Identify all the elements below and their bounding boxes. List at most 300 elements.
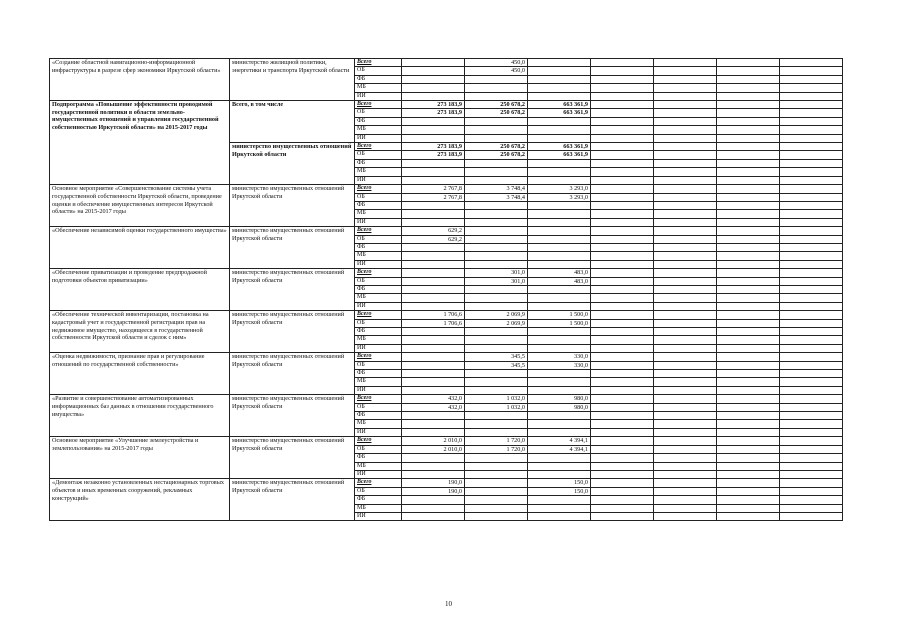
empty-cell: [780, 512, 843, 520]
amount-cell: 4 394,1: [528, 445, 591, 453]
amount-cell: [402, 336, 465, 344]
empty-cell: [717, 126, 780, 134]
empty-cell: [780, 109, 843, 117]
empty-cell: [654, 92, 717, 100]
amount-cell: 1 720,0: [465, 445, 528, 453]
amount-cell: [402, 117, 465, 125]
amount-cell: [528, 84, 591, 92]
empty-cell: [717, 92, 780, 100]
amount-cell: 432,0: [402, 395, 465, 403]
amount-cell: [528, 59, 591, 67]
amount-cell: [402, 75, 465, 83]
amount-cell: [465, 479, 528, 487]
amount-cell: [465, 328, 528, 336]
amount-cell: [402, 126, 465, 134]
amount-cell: [465, 487, 528, 495]
empty-cell: [654, 176, 717, 184]
executor-cell: министерство имущественных отношений Иркутской области: [230, 311, 355, 353]
empty-cell: [780, 487, 843, 495]
empty-cell: [654, 378, 717, 386]
table-row: [50, 479, 843, 487]
funding-source-cell: ОБ: [355, 361, 402, 369]
empty-cell: [591, 378, 654, 386]
empty-cell: [591, 336, 654, 344]
empty-cell: [654, 462, 717, 470]
amount-cell: 3 748,4: [465, 185, 528, 193]
empty-cell: [717, 109, 780, 117]
program-name-cell: «Развитие и совершенствование автоматизированных информационных баз данных в отношении государственного имущества»: [50, 395, 230, 437]
empty-cell: [654, 243, 717, 251]
empty-cell: [654, 260, 717, 268]
amount-cell: 3 748,4: [465, 193, 528, 201]
empty-cell: [780, 386, 843, 394]
amount-cell: 4 394,1: [528, 437, 591, 445]
funding-source-cell: ФБ: [355, 201, 402, 209]
funding-source-cell: ФБ: [355, 117, 402, 125]
amount-cell: 273 183,9: [402, 151, 465, 159]
amount-cell: 663 361,9: [528, 143, 591, 151]
empty-cell: [654, 294, 717, 302]
amount-cell: 432,0: [402, 403, 465, 411]
amount-cell: [528, 126, 591, 134]
amount-cell: 250 678,2: [465, 109, 528, 117]
amount-cell: [402, 277, 465, 285]
amount-cell: 3 293,0: [528, 193, 591, 201]
empty-cell: [654, 386, 717, 394]
empty-cell: [591, 143, 654, 151]
empty-cell: [591, 496, 654, 504]
funding-source-cell: МБ: [355, 336, 402, 344]
empty-cell: [780, 193, 843, 201]
empty-cell: [591, 437, 654, 445]
empty-cell: [717, 361, 780, 369]
empty-cell: [717, 227, 780, 235]
empty-cell: [591, 243, 654, 251]
empty-cell: [780, 210, 843, 218]
amount-cell: [528, 294, 591, 302]
amount-cell: 3 293,0: [528, 185, 591, 193]
funding-source-cell: ИИ: [355, 428, 402, 436]
empty-cell: [717, 151, 780, 159]
amount-cell: [402, 386, 465, 394]
empty-cell: [591, 59, 654, 67]
empty-cell: [654, 185, 717, 193]
executor-cell: министерство имущественных отношений Иркутской области: [230, 437, 355, 479]
amount-cell: 190,0: [402, 479, 465, 487]
amount-cell: [465, 252, 528, 260]
amount-cell: 1 500,0: [528, 311, 591, 319]
empty-cell: [780, 496, 843, 504]
funding-source-cell: ОБ: [355, 277, 402, 285]
funding-source-cell: Всего: [355, 395, 402, 403]
funding-source-cell: ФБ: [355, 159, 402, 167]
empty-cell: [780, 319, 843, 327]
empty-cell: [654, 59, 717, 67]
amount-cell: [402, 428, 465, 436]
amount-cell: 1 500,0: [528, 319, 591, 327]
funding-source-cell: ФБ: [355, 454, 402, 462]
empty-cell: [591, 285, 654, 293]
empty-cell: [780, 378, 843, 386]
amount-cell: 345,5: [465, 353, 528, 361]
amount-cell: 980,0: [528, 403, 591, 411]
empty-cell: [780, 504, 843, 512]
empty-cell: [717, 285, 780, 293]
amount-cell: [465, 117, 528, 125]
amount-cell: [402, 134, 465, 142]
empty-cell: [591, 92, 654, 100]
funding-source-cell: ФБ: [355, 75, 402, 83]
program-name-cell: Подпрограмма «Повышение эффективности проводимой государственной политики в области земельно-имущественных отношений и управления государственной собственностью Иркутской области» на 2015-2017 годы: [50, 101, 230, 185]
empty-cell: [717, 176, 780, 184]
amount-cell: 250 678,2: [465, 101, 528, 109]
funding-source-cell: ИИ: [355, 260, 402, 268]
empty-cell: [780, 59, 843, 67]
amount-cell: [465, 92, 528, 100]
amount-cell: [528, 260, 591, 268]
amount-cell: [465, 75, 528, 83]
empty-cell: [717, 512, 780, 520]
amount-cell: [528, 378, 591, 386]
executor-cell: министерство имущественных отношений Иркутской области: [230, 269, 355, 311]
empty-cell: [780, 302, 843, 310]
empty-cell: [591, 117, 654, 125]
empty-cell: [654, 311, 717, 319]
empty-cell: [591, 218, 654, 226]
funding-source-cell: ИИ: [355, 134, 402, 142]
empty-cell: [717, 496, 780, 504]
empty-cell: [717, 319, 780, 327]
amount-cell: [402, 512, 465, 520]
amount-cell: 250 678,2: [465, 151, 528, 159]
empty-cell: [654, 75, 717, 83]
amount-cell: [465, 496, 528, 504]
empty-cell: [780, 92, 843, 100]
table-row: [50, 311, 843, 319]
amount-cell: 450,0: [465, 67, 528, 75]
amount-cell: 190,0: [402, 487, 465, 495]
funding-source-cell: ИИ: [355, 92, 402, 100]
empty-cell: [717, 370, 780, 378]
amount-cell: [402, 328, 465, 336]
amount-cell: [402, 294, 465, 302]
amount-cell: [528, 302, 591, 310]
funding-source-cell: ФБ: [355, 412, 402, 420]
empty-cell: [780, 134, 843, 142]
empty-cell: [717, 168, 780, 176]
amount-cell: 663 361,9: [528, 151, 591, 159]
empty-cell: [780, 403, 843, 411]
funding-source-cell: ФБ: [355, 370, 402, 378]
empty-cell: [780, 101, 843, 109]
amount-cell: [528, 176, 591, 184]
amount-cell: [402, 353, 465, 361]
funding-source-cell: Всего: [355, 311, 402, 319]
empty-cell: [717, 243, 780, 251]
amount-cell: [528, 428, 591, 436]
amount-cell: [402, 218, 465, 226]
empty-cell: [780, 420, 843, 428]
empty-cell: [717, 294, 780, 302]
empty-cell: [654, 487, 717, 495]
empty-cell: [780, 445, 843, 453]
empty-cell: [780, 159, 843, 167]
amount-cell: [465, 420, 528, 428]
amount-cell: [465, 218, 528, 226]
empty-cell: [654, 252, 717, 260]
amount-cell: [402, 361, 465, 369]
amount-cell: [402, 59, 465, 67]
amount-cell: [402, 92, 465, 100]
amount-cell: 330,0: [528, 353, 591, 361]
amount-cell: [528, 201, 591, 209]
program-name-cell: Основное мероприятие «Совершенствование системы учета государственной собственности Иркутской области, проведение оценки и обеспечение имущественных интересов Иркутской области» на 2015-2017 годы: [50, 185, 230, 227]
empty-cell: [591, 260, 654, 268]
empty-cell: [780, 285, 843, 293]
amount-cell: 483,0: [528, 269, 591, 277]
executor-cell: Всего, в том числе: [230, 101, 355, 143]
amount-cell: [528, 504, 591, 512]
funding-source-cell: МБ: [355, 126, 402, 134]
amount-cell: [528, 218, 591, 226]
funding-source-cell: ИИ: [355, 470, 402, 478]
amount-cell: [465, 134, 528, 142]
empty-cell: [780, 454, 843, 462]
program-name-cell: «Обеспечение независимой оценки государственного имущества»: [50, 227, 230, 269]
empty-cell: [717, 260, 780, 268]
empty-cell: [780, 294, 843, 302]
amount-cell: [465, 176, 528, 184]
program-name-cell: «Создание областной навигационно-информационной инфраструктуры в разрезе сфер экономики Иркутской области»: [50, 59, 230, 101]
empty-cell: [591, 176, 654, 184]
amount-cell: 1 706,6: [402, 319, 465, 327]
table-row: [50, 185, 843, 193]
empty-cell: [591, 159, 654, 167]
empty-cell: [780, 462, 843, 470]
executor-cell: министерство имущественных отношений Иркутской области: [230, 143, 355, 185]
funding-source-cell: Всего: [355, 185, 402, 193]
empty-cell: [780, 84, 843, 92]
empty-cell: [780, 311, 843, 319]
empty-cell: [717, 84, 780, 92]
amount-cell: [465, 210, 528, 218]
empty-cell: [654, 454, 717, 462]
amount-cell: [402, 302, 465, 310]
funding-source-cell: МБ: [355, 252, 402, 260]
empty-cell: [780, 428, 843, 436]
amount-cell: 330,0: [528, 361, 591, 369]
amount-cell: [465, 454, 528, 462]
empty-cell: [780, 75, 843, 83]
empty-cell: [780, 277, 843, 285]
empty-cell: [717, 302, 780, 310]
empty-cell: [717, 462, 780, 470]
empty-cell: [654, 302, 717, 310]
empty-cell: [717, 193, 780, 201]
empty-cell: [654, 395, 717, 403]
program-name-cell: Основное мероприятие «Улучшение землеустройства и землепользования» на 2015-2017 годы: [50, 437, 230, 479]
amount-cell: 483,0: [528, 277, 591, 285]
funding-source-cell: Всего: [355, 227, 402, 235]
empty-cell: [717, 403, 780, 411]
empty-cell: [780, 143, 843, 151]
amount-cell: 273 183,9: [402, 109, 465, 117]
amount-cell: [402, 201, 465, 209]
empty-cell: [717, 159, 780, 167]
amount-cell: [528, 67, 591, 75]
empty-cell: [591, 277, 654, 285]
amount-cell: 2 069,9: [465, 311, 528, 319]
empty-cell: [717, 252, 780, 260]
empty-cell: [591, 328, 654, 336]
empty-cell: [654, 370, 717, 378]
empty-cell: [654, 353, 717, 361]
empty-cell: [780, 361, 843, 369]
empty-cell: [591, 294, 654, 302]
empty-cell: [591, 84, 654, 92]
funding-source-cell: ФБ: [355, 496, 402, 504]
empty-cell: [717, 185, 780, 193]
page-number: 10: [445, 600, 452, 608]
funding-source-cell: МБ: [355, 378, 402, 386]
budget-table: [49, 58, 843, 521]
funding-source-cell: ОБ: [355, 235, 402, 243]
empty-cell: [717, 235, 780, 243]
empty-cell: [591, 252, 654, 260]
empty-cell: [654, 218, 717, 226]
table-body: [50, 59, 843, 521]
amount-cell: [528, 462, 591, 470]
funding-source-cell: ОБ: [355, 403, 402, 411]
amount-cell: [402, 67, 465, 75]
empty-cell: [717, 420, 780, 428]
amount-cell: [465, 201, 528, 209]
empty-cell: [591, 101, 654, 109]
table-row: [50, 59, 843, 67]
amount-cell: [402, 344, 465, 352]
empty-cell: [780, 260, 843, 268]
amount-cell: [528, 412, 591, 420]
empty-cell: [717, 269, 780, 277]
program-name-cell: «Обеспечение приватизации и проведение предпродажной подготовки объектов приватизации»: [50, 269, 230, 311]
empty-cell: [591, 504, 654, 512]
empty-cell: [654, 336, 717, 344]
empty-cell: [654, 143, 717, 151]
funding-source-cell: МБ: [355, 210, 402, 218]
empty-cell: [780, 243, 843, 251]
amount-cell: 1 706,6: [402, 311, 465, 319]
funding-source-cell: ОБ: [355, 151, 402, 159]
empty-cell: [780, 235, 843, 243]
empty-cell: [591, 445, 654, 453]
empty-cell: [717, 134, 780, 142]
empty-cell: [717, 101, 780, 109]
amount-cell: [528, 235, 591, 243]
empty-cell: [717, 386, 780, 394]
amount-cell: [465, 227, 528, 235]
amount-cell: [465, 159, 528, 167]
amount-cell: 1 720,0: [465, 437, 528, 445]
empty-cell: [654, 403, 717, 411]
empty-cell: [717, 277, 780, 285]
empty-cell: [654, 319, 717, 327]
empty-cell: [717, 504, 780, 512]
empty-cell: [717, 454, 780, 462]
empty-cell: [780, 151, 843, 159]
empty-cell: [591, 210, 654, 218]
amount-cell: [528, 134, 591, 142]
amount-cell: [465, 84, 528, 92]
table-row: [50, 395, 843, 403]
empty-cell: [654, 168, 717, 176]
empty-cell: [654, 504, 717, 512]
amount-cell: 301,0: [465, 277, 528, 285]
amount-cell: [402, 454, 465, 462]
funding-source-cell: ОБ: [355, 487, 402, 495]
empty-cell: [780, 412, 843, 420]
empty-cell: [654, 126, 717, 134]
empty-cell: [780, 201, 843, 209]
empty-cell: [591, 353, 654, 361]
amount-cell: [528, 328, 591, 336]
amount-cell: 150,0: [528, 479, 591, 487]
funding-source-cell: МБ: [355, 420, 402, 428]
amount-cell: [528, 386, 591, 394]
empty-cell: [717, 395, 780, 403]
amount-cell: [528, 117, 591, 125]
empty-cell: [780, 353, 843, 361]
amount-cell: [402, 252, 465, 260]
empty-cell: [780, 269, 843, 277]
amount-cell: 1 032,0: [465, 403, 528, 411]
empty-cell: [780, 336, 843, 344]
empty-cell: [654, 151, 717, 159]
empty-cell: [654, 496, 717, 504]
amount-cell: [402, 260, 465, 268]
amount-cell: [465, 168, 528, 176]
empty-cell: [780, 67, 843, 75]
amount-cell: [528, 210, 591, 218]
executor-cell: министерство имущественных отношений Иркутской области: [230, 185, 355, 227]
empty-cell: [780, 328, 843, 336]
funding-source-cell: ФБ: [355, 243, 402, 251]
funding-source-cell: ИИ: [355, 512, 402, 520]
empty-cell: [717, 67, 780, 75]
empty-cell: [717, 437, 780, 445]
funding-source-cell: Всего: [355, 437, 402, 445]
funding-source-cell: ИИ: [355, 344, 402, 352]
amount-cell: [402, 168, 465, 176]
empty-cell: [654, 235, 717, 243]
amount-cell: [402, 378, 465, 386]
empty-cell: [654, 277, 717, 285]
empty-cell: [780, 117, 843, 125]
empty-cell: [591, 370, 654, 378]
program-name-cell: «Демонтаж незаконно установленных нестационарных торговых объектов и иных временных сооружений, рекламных конструкций»: [50, 479, 230, 521]
funding-source-cell: ОБ: [355, 445, 402, 453]
empty-cell: [591, 302, 654, 310]
empty-cell: [654, 512, 717, 520]
amount-cell: [528, 454, 591, 462]
amount-cell: [465, 370, 528, 378]
empty-cell: [654, 117, 717, 125]
empty-cell: [717, 428, 780, 436]
funding-source-cell: МБ: [355, 294, 402, 302]
funding-source-cell: МБ: [355, 84, 402, 92]
amount-cell: [465, 378, 528, 386]
empty-cell: [717, 117, 780, 125]
funding-source-cell: ОБ: [355, 193, 402, 201]
